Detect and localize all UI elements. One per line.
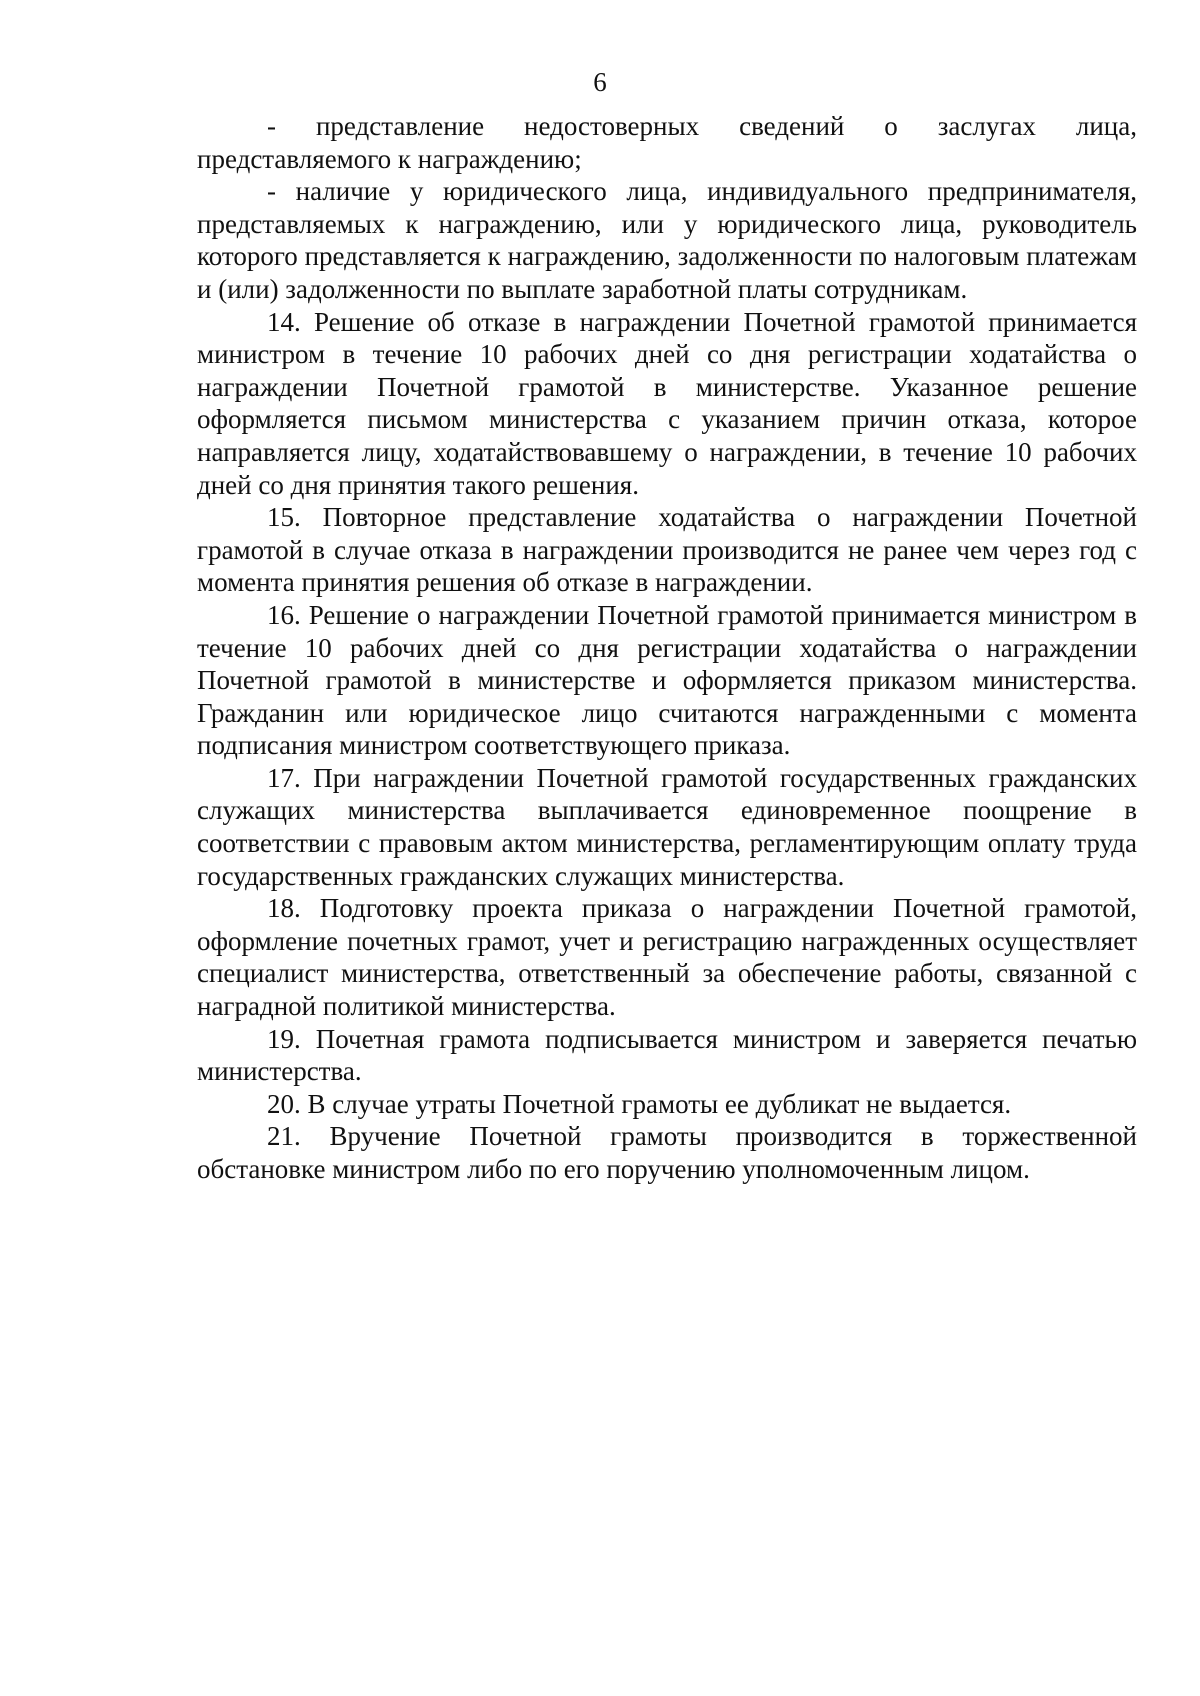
- paragraph-20-duplicate: 20. В случае утраты Почетной грамоты ее дубликат не выдается.: [267, 1088, 1012, 1119]
- paragraph-debt-condition: - наличие у юридического лица, индивидуального предпринимателя, представляемых к награждению, или у юридического лица, руководитель которого представляется к награждению, задолженности по налоговым платежам и (или) задолженности по выплате заработной платы сотрудникам.: [197, 176, 1137, 304]
- document-body: [197, 110, 1137, 1186]
- paragraph-17-civil-servants: 17. При награждении Почетной грамотой государственных гражданских служащих министерства выплачивается единовременное поощрение в соответствии с правовым актом министерства, регламентирующим оплату труда государственных гражданских служащих министерства.: [197, 762, 1137, 891]
- paragraph-18-preparation: 18. Подготовку проекта приказа о награждении Почетной грамотой, оформление почетных грамот, учет и регистрацию награжденных осуществляет специалист министерства, ответственный за обеспечение работы, связанной с наградной политикой министерства.: [197, 893, 1137, 1022]
- paragraph-15-repeat-submission: 15. Повторное представление ходатайства о награждении Почетной грамотой в случае отказа в награждении производится не ранее чем через год с момента принятия решения об отказе в награждении.: [197, 502, 1137, 598]
- paragraph-21-presentation: 21. Вручение Почетной грамоты производится в торжественной обстановке министром либо по его поручению уполномоченным лицом.: [197, 1121, 1137, 1184]
- paragraph-14-refusal-decision: 14. Решение об отказе в награждении Почетной грамотой принимается министром в течение 10 рабочих дней со дня регистрации ходатайства о награждении Почетной грамотой в министерстве. Указанное решение оформляется письмом министерства с указанием причин отказа, которое направляется лицу, ходатайствовавшему о награждении, в течение 10 рабочих дней со дня принятия такого решения.: [197, 306, 1137, 500]
- paragraph-16-award-decision: 16. Решение о награждении Почетной грамотой принимается министром в течение 10 рабочих дней со дня регистрации ходатайства о награждении Почетной грамотой в министерстве и оформляется приказом министерства. Гражданин или юридическое лицо считаются награжденными с момента подписания министром соответствующего приказа.: [197, 599, 1137, 761]
- paragraph-false-information: - представление недостоверных сведений о заслугах лица, представляемого к награждению;: [197, 111, 1137, 174]
- page-number: 6: [593, 67, 607, 97]
- paragraph-19-signing: 19. Почетная грамота подписывается министром и заверяется печатью министерства.: [197, 1023, 1137, 1087]
